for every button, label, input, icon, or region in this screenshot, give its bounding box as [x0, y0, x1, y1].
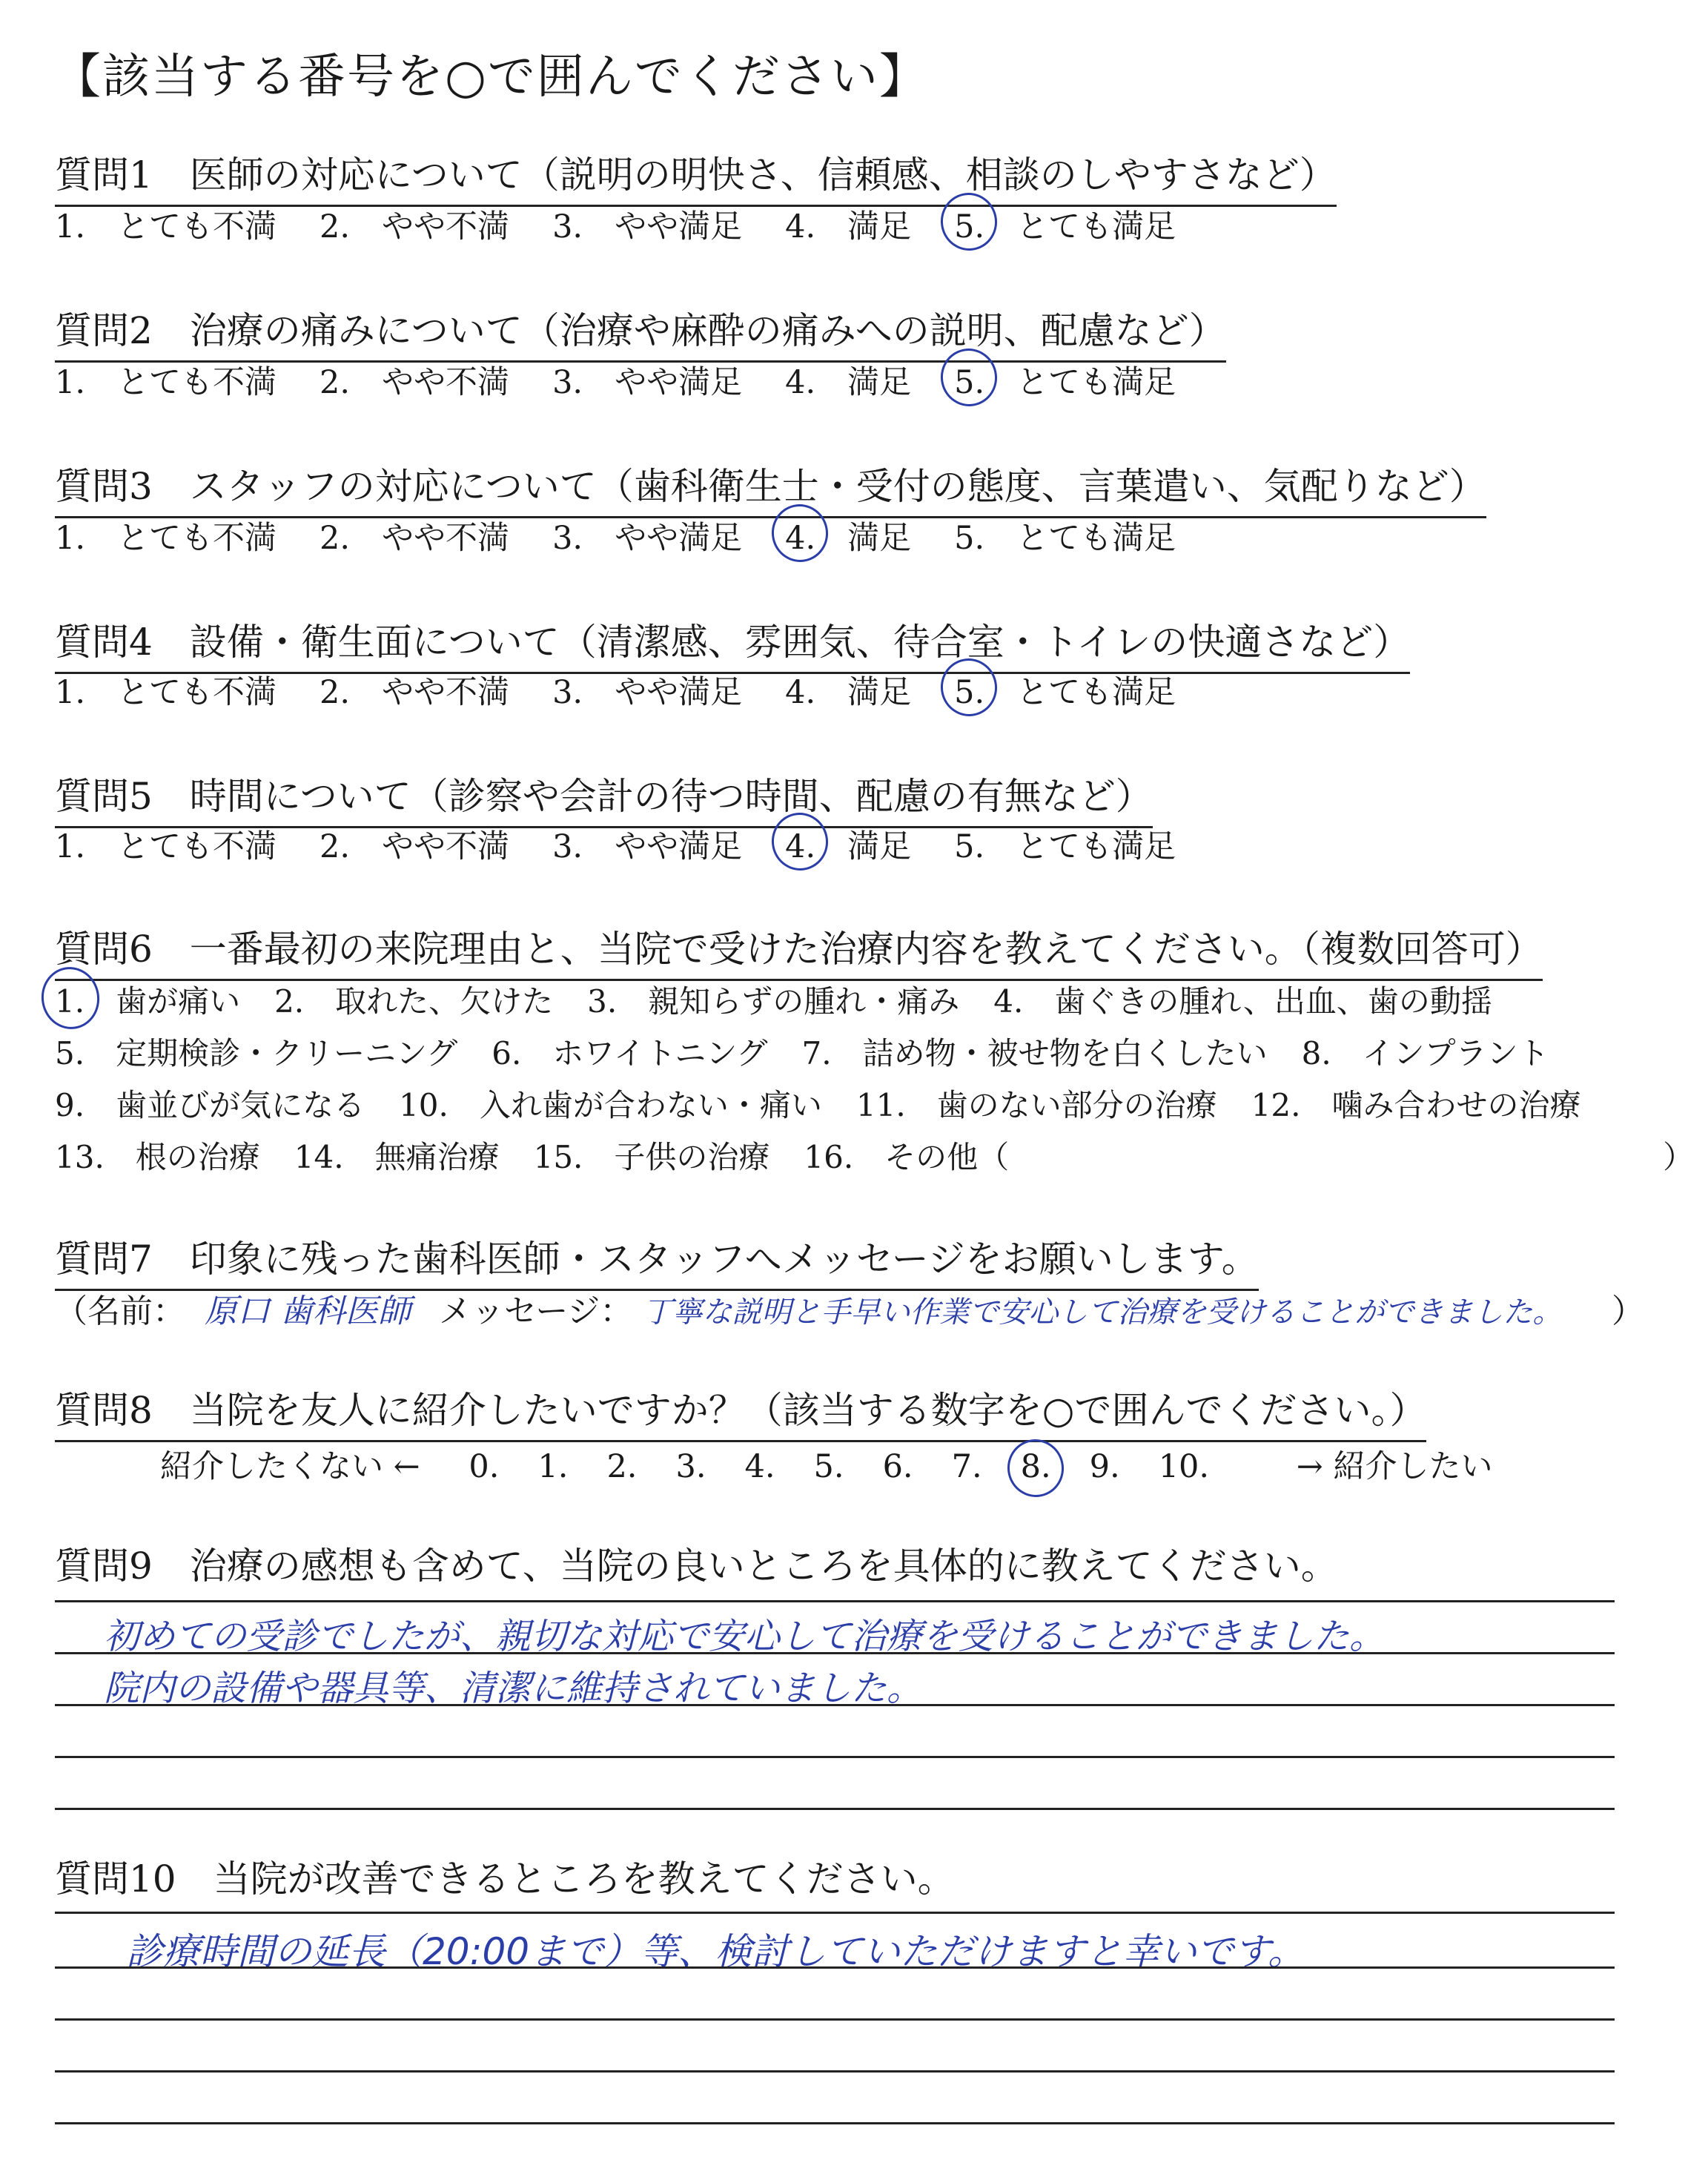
- answer-line: [55, 1756, 1615, 1758]
- question-7-message-row: [55, 1284, 1644, 1332]
- treatment-option[interactable]: 10. 入れ歯が合わない・痛い: [399, 1087, 822, 1123]
- scale-value-selected[interactable]: 8.: [1020, 1448, 1051, 1485]
- question-5-heading: 質問5 時間について（診察や会計の待つ時間、配慮の有無など）: [55, 767, 1153, 828]
- question-10-answer-line-1: 診療時間の延長（20:00まで）等、検討していただけますと幸いです。: [126, 1930, 1305, 1973]
- question-9-heading: 質問9 治療の感想も含めて、当院の良いところを具体的に教えてください。: [55, 1545, 1338, 1588]
- rating-option-1[interactable]: 1. とても不満: [55, 364, 277, 401]
- rating-option-5-selected[interactable]: 5. とても満足: [954, 667, 1176, 713]
- scale-value[interactable]: 4.: [744, 1448, 775, 1485]
- scale-value[interactable]: 0.: [469, 1448, 500, 1485]
- answer-line: [55, 1966, 1615, 1969]
- rating-option-4[interactable]: 4. 満足: [785, 674, 912, 711]
- rating-option-3[interactable]: 3. やや満足: [552, 208, 743, 245]
- scale-value[interactable]: 7.: [951, 1448, 982, 1485]
- scale-value[interactable]: 3.: [675, 1448, 706, 1485]
- rating-option-4-selected[interactable]: 4. 満足: [785, 822, 911, 867]
- treatment-option[interactable]: 3. 親知らずの腫れ・痛み: [587, 983, 960, 1020]
- scale-value[interactable]: 6.: [882, 1448, 913, 1485]
- rating-option-1[interactable]: 1. とても不満: [55, 520, 277, 557]
- question-6-heading: 質問6 一番最初の来院理由と、当院で受けた治療内容を教えてください。（複数回答可）: [55, 919, 1543, 981]
- question-10-heading: 質問10 当院が改善できるところを教えてください。: [55, 1857, 955, 1900]
- rating-option-2[interactable]: 2. やや不満: [320, 364, 510, 401]
- treatment-option[interactable]: 4. 歯ぐきの腫れ、出血、歯の動揺: [993, 983, 1492, 1020]
- rating-option-1[interactable]: 1. とても不満: [55, 208, 277, 245]
- rating-option-5[interactable]: 5. とても満足: [954, 828, 1176, 865]
- treatment-option[interactable]: 7. 詰め物・被せ物を白くしたい: [801, 1035, 1268, 1071]
- question-2-heading: 質問2 治療の痛みについて（治療や麻酔の痛みへの説明、配慮など）: [55, 301, 1226, 363]
- treatment-option[interactable]: 14. 無痛治療: [294, 1139, 500, 1175]
- referral-scale: [160, 1441, 1531, 1487]
- message-handwritten: 丁寧な説明と手早い作業で安心して治療を受けることができました。: [643, 1295, 1563, 1330]
- rating-option-4[interactable]: 4. 満足: [785, 364, 912, 401]
- answer-line: [55, 2122, 1615, 2124]
- rating-option-1[interactable]: 1. とても不満: [55, 828, 277, 865]
- question-2-choices: [55, 357, 1219, 403]
- question-7-heading: 質問7 印象に残った歯科医師・スタッフへメッセージをお願いします。: [55, 1229, 1259, 1291]
- rating-option-2[interactable]: 2. やや不満: [320, 828, 510, 865]
- question-1-heading: 質問1 医師の対応について（説明の明快さ、信頼感、相談のしやすさなど）: [55, 145, 1337, 207]
- rating-option-1[interactable]: 1. とても不満: [55, 674, 277, 711]
- staff-name-handwritten: 原口 歯科医師: [205, 1292, 411, 1330]
- question-4-choices: [55, 667, 1219, 713]
- answer-line: [55, 2070, 1615, 2073]
- scale-left-label: 紹介したくない ←: [160, 1448, 420, 1485]
- rating-option-5-selected[interactable]: 5. とても満足: [954, 202, 1176, 247]
- question-8-heading: 質問8 当院を友人に紹介したいですか？（該当する数字を○で囲んでください。）: [55, 1381, 1426, 1442]
- rating-option-5-selected[interactable]: 5. とても満足: [954, 357, 1176, 403]
- rating-option-3[interactable]: 3. やや満足: [552, 674, 743, 711]
- answer-line: [55, 1600, 1615, 1602]
- question-6-options-line-1: [55, 977, 1526, 1022]
- answer-line: [55, 2018, 1615, 2021]
- scale-value[interactable]: 2.: [606, 1448, 638, 1485]
- rating-option-3[interactable]: 3. やや満足: [552, 828, 743, 865]
- treatment-option[interactable]: 2. 取れた、欠けた: [274, 983, 554, 1020]
- name-prefix: （名前：: [55, 1292, 185, 1330]
- scale-value[interactable]: 5.: [813, 1448, 844, 1485]
- treatment-option[interactable]: 5. 定期検診・クリーニング: [55, 1035, 458, 1071]
- scale-value[interactable]: 10.: [1158, 1448, 1210, 1485]
- rating-option-4[interactable]: 4. 満足: [785, 208, 912, 245]
- treatment-option-selected[interactable]: 1. 歯が痛い: [55, 977, 240, 1022]
- message-prefix: メッセージ：: [439, 1292, 633, 1330]
- treatment-option[interactable]: 6. ホワイトニング: [491, 1035, 768, 1071]
- question-9-answer-line-1: 初めての受診でしたが、親切な対応で安心して治療を受けることができました。: [104, 1616, 1386, 1657]
- page-title: 【該当する番号を○で囲んでください】: [53, 50, 928, 105]
- rating-option-3[interactable]: 3. やや満足: [552, 364, 743, 401]
- question-3-heading: 質問3 スタッフの対応について（歯科衛生士・受付の態度、言葉遣い、気配りなど）: [55, 457, 1486, 518]
- question-1-choices: [55, 202, 1219, 247]
- question-6-options-line-2: [55, 1029, 1583, 1074]
- rating-option-2[interactable]: 2. やや不満: [320, 674, 510, 711]
- question-4-heading: 質問4 設備・衛生面について（清潔感、雰囲気、待合室・トイレの快適さなど）: [55, 612, 1410, 674]
- message-close-paren: ）: [1612, 1292, 1644, 1330]
- answer-line: [55, 1912, 1615, 1914]
- question-5-choices: [55, 822, 1219, 867]
- rating-option-5[interactable]: 5. とても満足: [954, 520, 1176, 557]
- rating-option-4-selected[interactable]: 4. 満足: [785, 513, 911, 558]
- rating-option-3[interactable]: 3. やや満足: [552, 520, 743, 557]
- question-6-options-line-4: [55, 1133, 1708, 1178]
- rating-option-2[interactable]: 2. やや不満: [320, 520, 510, 557]
- question-9-answer-line-2: 院内の設備や器具等、清潔に維持されていました。: [104, 1668, 923, 1709]
- answer-line: [55, 1704, 1615, 1706]
- treatment-option[interactable]: 13. 根の治療: [55, 1139, 260, 1175]
- treatment-option[interactable]: 15. 子供の治療: [533, 1139, 770, 1175]
- rating-option-2[interactable]: 2. やや不満: [320, 208, 510, 245]
- answer-line: [55, 1808, 1615, 1810]
- treatment-option[interactable]: 12. 噛み合わせの治療: [1251, 1087, 1581, 1123]
- question-6-options-line-3: [55, 1081, 1615, 1126]
- treatment-option[interactable]: 16. その他（ ）: [804, 1139, 1695, 1175]
- scale-numbers: [469, 1448, 1248, 1485]
- treatment-option[interactable]: 11. 歯のない部分の治療: [855, 1087, 1217, 1123]
- scale-right-label: → 紹介したい: [1296, 1448, 1493, 1485]
- answer-line: [55, 1652, 1615, 1654]
- scale-value[interactable]: 9.: [1089, 1448, 1120, 1485]
- treatment-option[interactable]: 8. インプラント: [1301, 1035, 1549, 1071]
- question-3-choices: [55, 513, 1219, 558]
- treatment-option[interactable]: 9. 歯並びが気になる: [55, 1087, 365, 1123]
- scale-value[interactable]: 1.: [537, 1448, 569, 1485]
